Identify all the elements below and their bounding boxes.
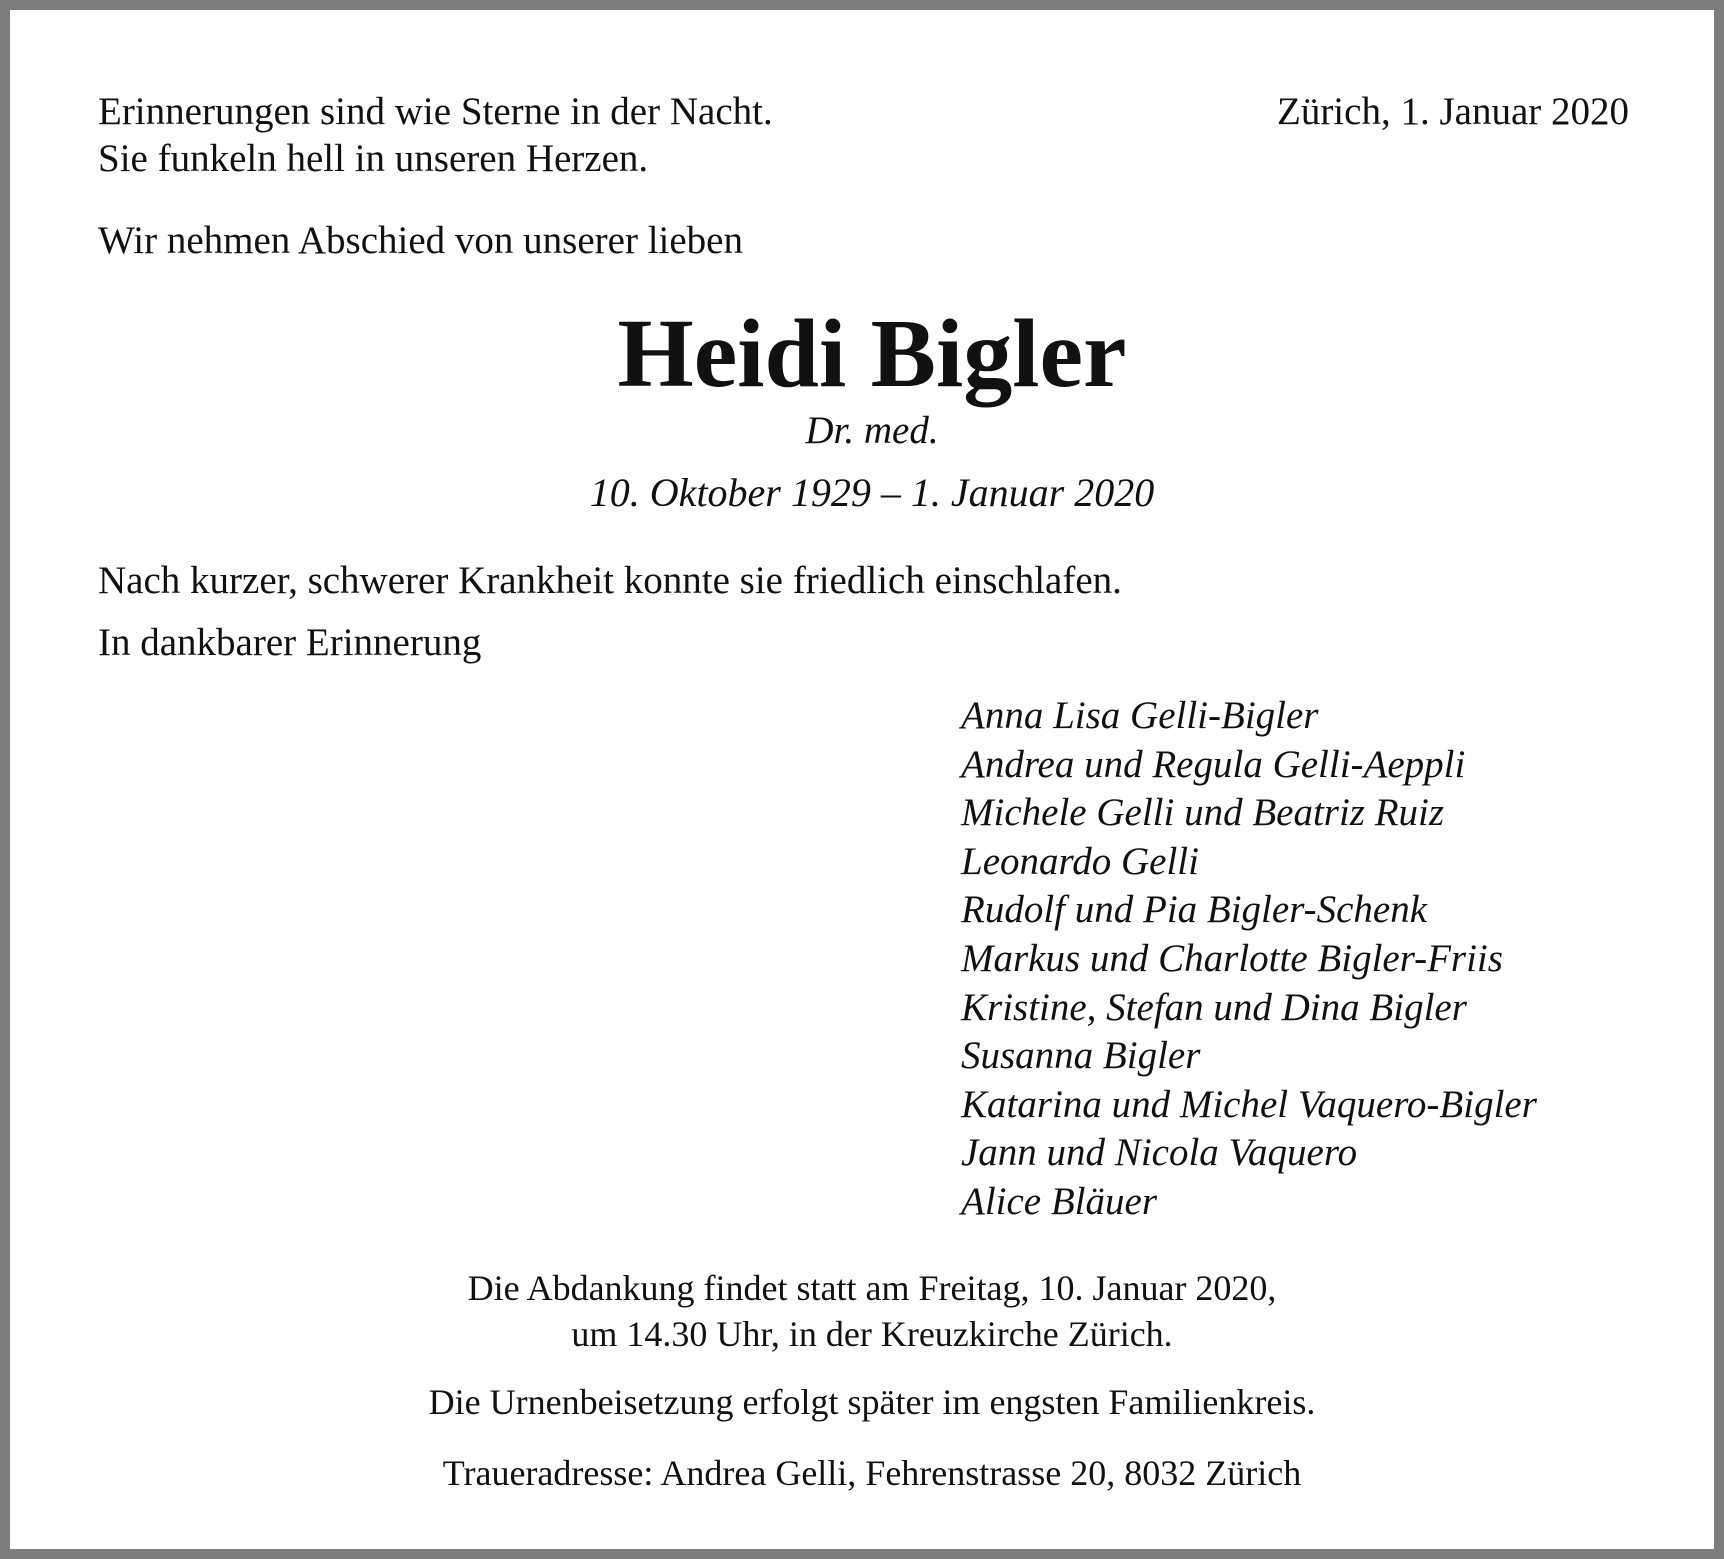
intro-text: Wir nehmen Abschied von unserer lieben: [98, 219, 743, 262]
memorial-quote: [98, 88, 773, 182]
gratitude-text: In dankbarer Erinnerung: [98, 621, 482, 664]
memorial-quote-line: Sie funkeln hell in unseren Herzen.: [98, 137, 649, 180]
place-date: Zürich, 1. Januar 2020: [1277, 90, 1629, 133]
mourner-name: Alice Bläuer: [961, 1179, 1158, 1223]
mourner-name: Michele Gelli und Beatriz Ruiz: [961, 791, 1445, 835]
mourner-name: Katarina und Michel Vaquero-Bigler: [961, 1082, 1537, 1126]
service-info: [10, 1265, 1724, 1357]
mourner-name: Andrea und Regula Gelli-Aeppli: [961, 742, 1466, 786]
mourning-address: Traueradresse: Andrea Gelli, Fehrenstrasse 20, 8032 Zürich: [442, 1453, 1302, 1493]
service-info-line: Die Abdankung findet statt am Freitag, 10. Januar 2020,: [467, 1268, 1277, 1308]
mourner-name: Kristine, Stefan und Dina Bigler: [961, 985, 1467, 1029]
urn-burial-info: Die Urnenbeisetzung erfolgt später im engsten Familienkreis.: [428, 1382, 1316, 1422]
deceased-name: Heidi Bigler: [617, 300, 1127, 408]
message-text: Nach kurzer, schwerer Krankheit konnte sie friedlich einschlafen.: [98, 559, 1122, 602]
mourner-name: Anna Lisa Gelli-Bigler: [961, 694, 1319, 737]
life-dates: 10. Oktober 1929 – 1. Januar 2020: [589, 470, 1155, 515]
mourners-list: [961, 692, 1537, 1227]
mourner-name: Rudolf und Pia Bigler-Schenk: [961, 888, 1428, 932]
mourner-name: Markus und Charlotte Bigler-Friis: [961, 936, 1503, 980]
mourner-name: Jann und Nicola Vaquero: [961, 1131, 1358, 1175]
deceased-title: Dr. med.: [805, 409, 939, 452]
mourner-name: Susanna Bigler: [961, 1034, 1201, 1078]
memorial-quote-line: Erinnerungen sind wie Sterne in der Nacht.: [98, 90, 773, 133]
mourner-name: Leonardo Gelli: [961, 839, 1199, 883]
service-info-line: um 14.30 Uhr, in der Kreuzkirche Zürich.: [571, 1314, 1173, 1354]
